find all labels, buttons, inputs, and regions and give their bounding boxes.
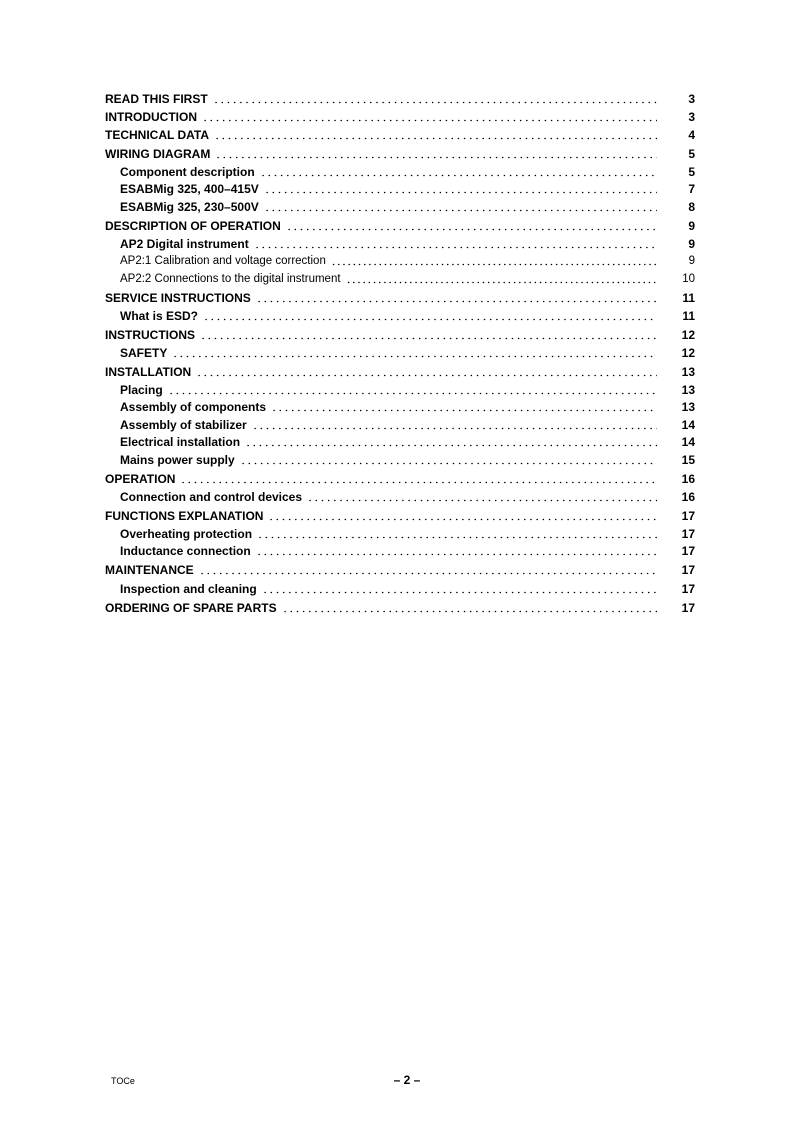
toc-entry[interactable] [105, 583, 695, 596]
toc-entry[interactable] [105, 528, 695, 541]
toc-entry-title: Inspection and cleaning [120, 581, 257, 596]
toc-entry-title: Assembly of components [120, 400, 267, 415]
toc-entry-page: 8 [688, 199, 695, 214]
toc-entry-title: MAINTENANCE [105, 563, 194, 578]
toc-entry-title: Electrical installation [120, 435, 241, 450]
toc-entry-title: DESCRIPTION OF OPERATION [105, 218, 281, 233]
toc-entry-page: 5 [688, 164, 695, 179]
toc-dot-leader [252, 419, 657, 430]
toc-entry[interactable] [105, 93, 695, 106]
toc-entry[interactable] [105, 491, 695, 504]
toc-entry[interactable] [105, 220, 695, 233]
toc-entry[interactable] [105, 273, 695, 286]
toc-dot-leader [262, 583, 657, 594]
toc-dot-leader [203, 310, 657, 321]
toc-entry[interactable] [105, 401, 695, 414]
toc-entry-title: AP2:2 Connections to the digital instrument [120, 272, 341, 285]
toc-entry-title: SAFETY [120, 345, 168, 360]
toc-dot-leader [180, 473, 657, 484]
toc-entry-title: Mains power supply [120, 452, 235, 467]
toc-dot-leader [215, 148, 657, 159]
toc-entry-title: INTRODUCTION [105, 110, 197, 125]
toc-entry-page: 17 [681, 508, 695, 523]
toc-entry-page: 13 [681, 364, 695, 379]
toc-entry-title: ORDERING OF SPARE PARTS [105, 600, 277, 615]
toc-entry-page: 13 [681, 383, 695, 398]
toc-dot-leader [346, 273, 657, 284]
toc-entry[interactable] [105, 564, 695, 577]
toc-entry-title: READ THIS FIRST [105, 92, 208, 106]
toc-entry-page: 3 [688, 92, 695, 106]
toc-entry-title: Connection and control devices [120, 489, 303, 504]
toc-entry[interactable] [105, 292, 695, 305]
toc-entry-page: 5 [688, 146, 695, 161]
toc-dot-leader [256, 292, 657, 303]
toc-dot-leader [199, 564, 657, 575]
toc-entry-title: ESABMig 325, 230–500V [120, 199, 259, 214]
toc-entry-page: 17 [681, 600, 695, 615]
toc-dot-leader [214, 129, 657, 140]
toc-entry[interactable] [105, 201, 695, 214]
toc-dot-leader [271, 401, 657, 412]
toc-entry[interactable] [105, 347, 695, 360]
toc-entry-page: 14 [681, 417, 695, 432]
toc-entry-title: AP2:1 Calibration and voltage correction [120, 255, 326, 268]
toc-dot-leader [307, 491, 657, 502]
toc-entry-page: 15 [681, 452, 695, 467]
toc-entry[interactable] [105, 310, 695, 323]
toc-entry-page: 17 [681, 581, 695, 596]
toc-entry[interactable] [105, 166, 695, 179]
toc-entry-page: 9 [688, 236, 695, 251]
toc-entry[interactable] [105, 255, 695, 268]
toc-entry[interactable] [105, 148, 695, 161]
toc-entry-title: Assembly of stabilizer [120, 417, 247, 432]
toc-entry-title: Component description [120, 164, 255, 179]
toc-dot-leader [172, 347, 657, 358]
footer-document-code: TOCe [111, 1076, 135, 1086]
toc-entry[interactable] [105, 419, 695, 432]
toc-entry-title: AP2 Digital instrument [120, 236, 249, 251]
toc-entry-title: FUNCTIONS EXPLANATION [105, 508, 264, 523]
toc-entry-page: 9 [688, 255, 695, 268]
toc-entry[interactable] [105, 329, 695, 342]
toc-entry-page: 12 [681, 327, 695, 342]
toc-dot-leader [257, 528, 657, 539]
toc-entry-page: 11 [682, 290, 695, 305]
toc-entry-page: 4 [688, 128, 695, 143]
toc-dot-leader [168, 384, 657, 395]
toc-dot-leader [196, 366, 657, 377]
footer-page-number: – 2 – [393, 1073, 421, 1087]
toc-entry-page: 16 [681, 489, 695, 504]
toc-entry-page: 12 [681, 345, 695, 360]
toc-entry[interactable] [105, 366, 695, 379]
toc-entry-page: 17 [681, 563, 695, 578]
toc-entry-page: 17 [681, 544, 695, 559]
toc-entry[interactable] [105, 238, 695, 251]
toc-entry-title: OPERATION [105, 471, 176, 486]
toc-entry[interactable] [105, 129, 695, 142]
toc-dot-leader [213, 93, 657, 104]
toc-dot-leader [254, 238, 657, 249]
toc-entry-page: 14 [681, 435, 695, 450]
toc-entry-title: TECHNICAL DATA [105, 128, 209, 143]
toc-entry[interactable] [105, 602, 695, 615]
toc-entry-page: 11 [682, 308, 695, 323]
toc-dot-leader [331, 255, 657, 266]
toc-entry-page: 9 [688, 218, 695, 233]
toc-dot-leader [256, 545, 657, 556]
toc-dot-leader [282, 602, 657, 613]
toc-dot-leader [268, 510, 657, 521]
toc-entry[interactable] [105, 436, 695, 449]
toc-entry[interactable] [105, 510, 695, 523]
toc-dot-leader [286, 220, 657, 231]
toc-entry-title: Placing [120, 383, 163, 398]
toc-dot-leader [264, 201, 657, 212]
toc-dot-leader [202, 111, 657, 122]
toc-entry[interactable] [105, 183, 695, 196]
toc-entry-page: 13 [681, 400, 695, 415]
toc-entry[interactable] [105, 384, 695, 397]
toc-entry-title: INSTALLATION [105, 364, 192, 379]
toc-entry[interactable] [105, 473, 695, 486]
toc-entry-title: Inductance connection [120, 544, 251, 559]
toc-entry-title: What is ESD? [120, 308, 199, 323]
toc-entry-page: 7 [688, 182, 695, 197]
toc-entry-title: ESABMig 325, 400–415V [120, 182, 259, 197]
toc-entry-title: INSTRUCTIONS [105, 327, 195, 342]
toc-dot-leader [200, 329, 657, 340]
toc-dot-leader [245, 436, 657, 447]
toc-entry[interactable] [105, 545, 695, 558]
toc-dot-leader [240, 454, 657, 465]
toc-entry-page: 17 [681, 527, 695, 541]
toc-dot-leader [264, 183, 657, 194]
toc-entry-page: 3 [688, 110, 695, 125]
table-of-contents [105, 93, 695, 620]
toc-entry-title: WIRING DIAGRAM [105, 146, 211, 161]
toc-entry[interactable] [105, 111, 695, 124]
toc-dot-leader [260, 166, 657, 177]
toc-entry-page: 16 [681, 471, 695, 486]
toc-entry-page: 10 [682, 272, 695, 285]
toc-entry-title: Overheating protection [120, 527, 253, 541]
toc-entry[interactable] [105, 454, 695, 467]
toc-entry-title: SERVICE INSTRUCTIONS [105, 290, 251, 305]
